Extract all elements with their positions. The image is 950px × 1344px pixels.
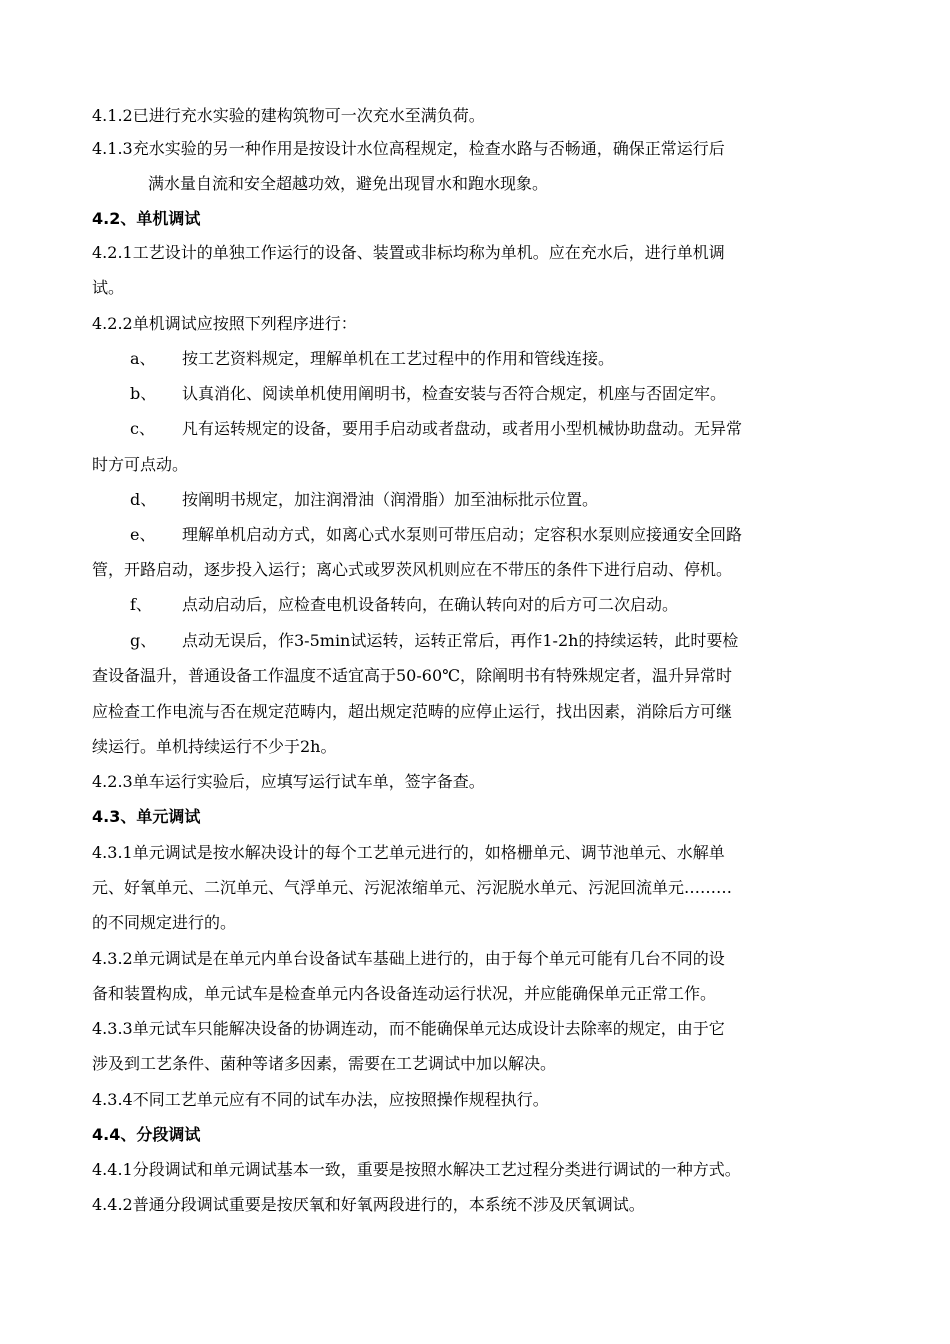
list-item-c-cont: 时方可点动。 <box>92 455 189 474</box>
para-4-1-3-cont: 满水量自流和安全超越功效，避免出现冒水和跑水现象。 <box>148 174 549 193</box>
para-4-3-1-cont-2: 的不同规定进行的。 <box>92 913 237 932</box>
list-item-d <box>130 489 872 511</box>
list-item-text: 按工艺资料规定，理解单机在工艺过程中的作用和管线连接。 <box>182 349 615 368</box>
list-item-b <box>130 383 872 405</box>
list-item-text: 认真消化、阅读单机使用阐明书，检查安装与否符合规定，机座与否固定牢。 <box>182 384 727 403</box>
list-item-e <box>130 524 872 546</box>
heading-4-4: 4.4、分段调试 <box>92 1125 201 1144</box>
list-item-g <box>130 630 872 652</box>
para-4-2-1-cont: 试。 <box>92 278 125 297</box>
para-4-3-2-cont: 备和装置构成，单元试车是检查单元内各设备连动运行状况，并应能确保单元正常工作。 <box>92 984 717 1003</box>
list-item-text: 按阐明书规定，加注润滑油（润滑脂）加至油标批示位置。 <box>182 490 599 509</box>
para-4-2-3: 4.2.3单车运行实验后，应填写运行试车单，签字备查。 <box>92 772 485 791</box>
list-marker: f、 <box>130 595 152 614</box>
list-item-g-cont-2: 应检查工作电流与否在规定范畴内，超出规定范畴的应停止运行，找出因素，消除后方可继 <box>92 702 733 721</box>
para-4-1-2: 4.1.2已进行充水实验的建构筑物可一次充水至满负荷。 <box>92 106 485 125</box>
para-4-3-1: 4.3.1单元调试是按水解决设计的每个工艺单元进行的，如格栅单元、调节池单元、水解单 <box>92 843 725 862</box>
para-4-3-1-cont-1: 元、好氧单元、二沉单元、气浮单元、污泥浓缩单元、污泥脱水单元、污泥回流单元……… <box>92 878 733 897</box>
list-item-e-cont: 管，开路启动，逐步投入运行；离心式或罗茨风机则应在不带压的条件下进行启动、停机。 <box>92 560 733 579</box>
list-item-text: 点动启动后，应检查电机设备转向，在确认转向对的后方可二次启动。 <box>182 595 679 614</box>
list-item-g-cont-1: 查设备温升，普通设备工作温度不适宜高于50-60℃，除阐明书有特殊规定者，温升异常时 <box>92 666 733 685</box>
list-item-text: 凡有运转规定的设备，要用手启动或者盘动，或者用小型机械协助盘动。无异常 <box>182 419 743 438</box>
list-marker: a、 <box>130 349 156 368</box>
list-marker: d、 <box>130 490 157 509</box>
para-4-1-3: 4.1.3充水实验的另一种作用是按设计水位高程规定，检查水路与否畅通，确保正常运行后 <box>92 139 725 158</box>
para-4-4-1: 4.4.1分段调试和单元调试基本一致，重要是按照水解决工艺过程分类进行调试的一种方式。 <box>92 1160 741 1179</box>
para-4-4-2: 4.4.2普通分段调试重要是按厌氧和好氧两段进行的，本系统不涉及厌氧调试。 <box>92 1195 645 1214</box>
list-item-text: 点动无误后，作3-5min试运转，运转正常后，再作1-2h的持续运转，此时要检 <box>182 631 739 650</box>
para-4-2-2: 4.2.2单机调试应按照下列程序进行： <box>92 314 357 333</box>
list-item-text: 理解单机启动方式，如离心式水泵则可带压启动；定容积水泵则应接通安全回路 <box>182 525 743 544</box>
list-marker: g、 <box>130 631 157 650</box>
para-4-2-1: 4.2.1工艺设计的单独工作运行的设备、装置或非标均称为单机。应在充水后，进行单机调 <box>92 243 725 262</box>
list-marker: b、 <box>130 384 157 403</box>
para-4-3-3-cont: 涉及到工艺条件、菌种等诸多因素，需要在工艺调试中加以解决。 <box>92 1054 557 1073</box>
para-4-3-4: 4.3.4不同工艺单元应有不同的试车办法，应按照操作规程执行。 <box>92 1090 549 1109</box>
list-item-g-cont-3: 续运行。单机持续运行不少于2h。 <box>92 737 337 756</box>
para-4-3-3: 4.3.3单元试车只能解决设备的协调连动，而不能确保单元达成设计去除率的规定，由于它 <box>92 1019 725 1038</box>
list-item-a <box>130 348 872 370</box>
heading-4-3: 4.3、单元调试 <box>92 807 201 826</box>
para-4-3-2: 4.3.2单元调试是在单元内单台设备试车基础上进行的，由于每个单元可能有几台不同的设 <box>92 949 725 968</box>
heading-4-2: 4.2、单机调试 <box>92 209 201 228</box>
list-item-f <box>130 594 872 616</box>
list-marker: e、 <box>130 525 156 544</box>
list-marker: c、 <box>130 419 155 438</box>
list-item-c <box>130 418 872 440</box>
